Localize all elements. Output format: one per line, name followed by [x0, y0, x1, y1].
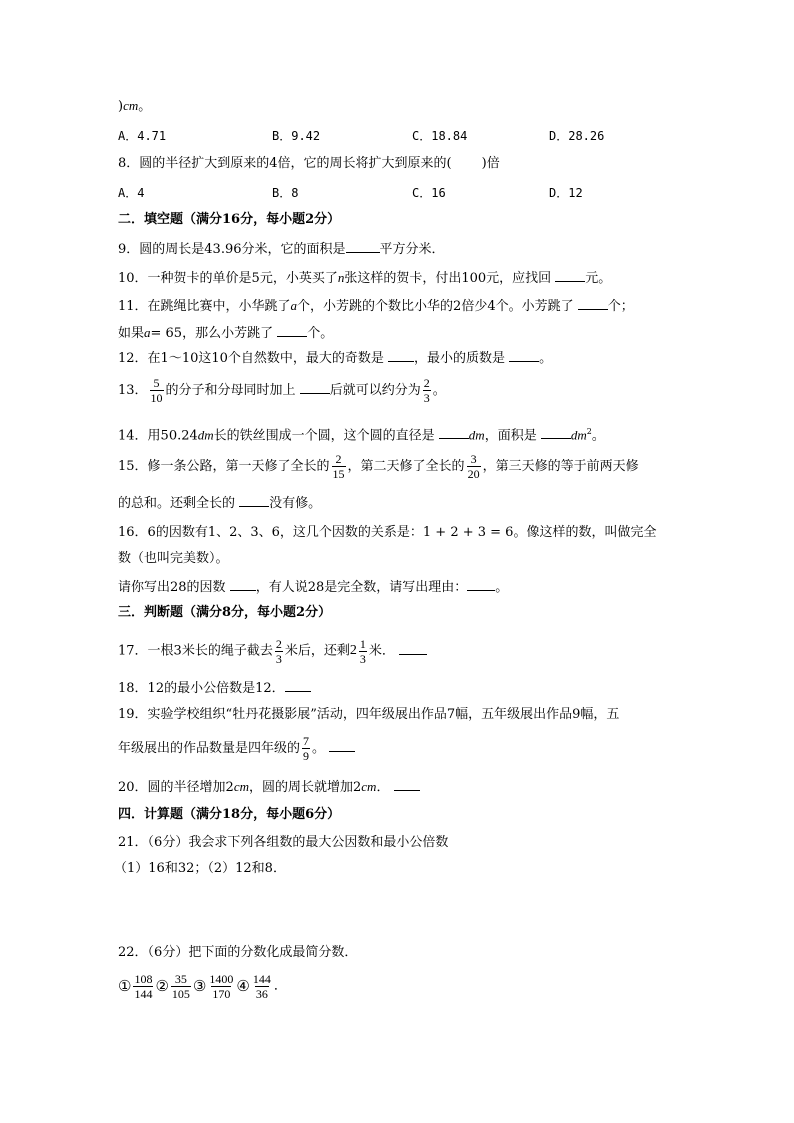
q15-fraction-2: $\frac{3}{20}$ [467, 452, 480, 481]
q12-blank-2[interactable] [509, 349, 539, 362]
q18: 18．12的最小公倍数是12． [118, 679, 311, 698]
q21-line1: 21．（6分）我会求下列各组数的最大公因数和最小公倍数 [118, 835, 449, 850]
q10: 10．一种贺卡的单价是5元，小英买了n张这样的贺卡，付出100元，应找回 元。 [118, 270, 612, 286]
q15-line2: 的总和。还剩全长的 没有修。 [118, 496, 322, 511]
q13-fraction-2: $\frac{2}{3}$ [423, 376, 430, 405]
q14-blank-2[interactable] [541, 426, 571, 439]
q17-mixed-number: 2 $\frac{1}{3}$ [349, 636, 366, 666]
q14-blank-1[interactable] [439, 426, 469, 439]
section-3-heading: 三．判断题（满分8分，每小题2分） [118, 605, 332, 620]
q13-fraction-1: $\frac{5}{10}$ [150, 376, 163, 405]
q15-blank[interactable] [239, 494, 269, 507]
q16-line3: 请你写出28的因数 ，有人说28是完全数，请写出理由： 。 [118, 580, 509, 595]
q17: 17．一根3米长的绳子截去 $\frac{2}{3}$ 米后，还剩 2 $\frac{1}{3}$ 米． [118, 636, 427, 667]
q22-fractions: ① $\frac{108}{144}$ ② $\frac{35}{105}$ ③ $\frac{1400}{170}$ ④ $\frac{144}{36}$ ． [118, 971, 287, 1001]
q11-blank-1[interactable] [578, 297, 608, 310]
q8-option-c[interactable]: C．16 [412, 186, 446, 200]
q8-option-a[interactable]: A．4 [118, 186, 145, 200]
q16-blank-1[interactable] [230, 578, 256, 591]
q18-blank[interactable] [285, 679, 311, 692]
q11-line1: 11．在跳绳比赛中，小华跳了a个，小芳跳的个数比小华的2倍少4个。小芳跳了 个； [118, 298, 634, 314]
q19-blank[interactable] [329, 739, 355, 752]
q22-fraction-4: $\frac{144}{36}$ [252, 971, 271, 1001]
q13-blank[interactable] [300, 381, 330, 394]
q16-line2: 数（也叫完美数）。 [118, 551, 229, 566]
q20: 20．圆的半径增加2cm，圆的周长就增加2cm． [118, 778, 420, 797]
q7-tail: )cm。 [118, 98, 152, 114]
q16-blank-2[interactable] [467, 578, 495, 591]
q8-question: 8．圆的半径扩大到原来的4倍，它的周长将扩大到原来的( )倍 [118, 156, 500, 171]
q11-line2: 如果a= 65，那么小芳跳了 个。 [118, 325, 334, 341]
q19-line2: 年级展出的作品数量是四年级的 $\frac{7}{9}$ 。 [118, 734, 355, 764]
q9-blank[interactable] [346, 240, 380, 253]
q21-line2: （1）16和32；（2）12和8． [114, 861, 286, 876]
q7-option-c[interactable]: C．18.84 [412, 129, 468, 143]
q14: 14．用50.24dm长的铁丝围成一个圆，这个圆的直径是 dm，面积是 $dm^2$。 [118, 427, 605, 444]
q9: 9．圆的周长是43.96分米，它的面积是 平方分米． [118, 242, 445, 257]
q19-fraction: $\frac{7}{9}$ [303, 734, 310, 763]
q17-fraction: $\frac{2}{3}$ [275, 636, 282, 666]
q17-blank[interactable] [399, 642, 427, 655]
q16-line1: 16．6的因数有1、2、3、6，这几个因数的关系是：1 + 2 + 3 = 6。像这样的数，叫做完全 [118, 525, 657, 540]
q22-line1: 22．（6分）把下面的分数化成最简分数． [118, 945, 358, 960]
section-2-heading: 二．填空题（满分16分，每小题2分） [118, 212, 341, 227]
q12-blank-1[interactable] [388, 349, 414, 362]
q22-fraction-1: $\frac{108}{144}$ [134, 971, 153, 1001]
q15-line1: 15．修一条公路，第一天修了全长的 $\frac{2}{15}$ ，第二天修了全长的 $\frac{3}{20}$ ，第三天修的等于前两天修 [118, 452, 639, 481]
q8-option-d[interactable]: D．12 [549, 186, 583, 200]
q20-blank[interactable] [394, 778, 420, 791]
q7-option-b[interactable]: B．9.42 [272, 129, 321, 143]
q7-option-a[interactable]: A．4.71 [118, 129, 167, 143]
q10-blank[interactable] [555, 269, 585, 282]
q22-fraction-3: $\frac{1400}{170}$ [209, 971, 234, 1001]
section-4-heading: 四．计算题（满分18分，每小题6分） [118, 807, 341, 822]
q15-fraction-1: $\frac{2}{15}$ [332, 452, 345, 481]
q11-blank-2[interactable] [277, 324, 307, 337]
q8-option-b[interactable]: B．8 [272, 186, 299, 200]
q13: 13． $\frac{5}{10}$ 的分子和分母同时加上 后就可以约分为 $\frac{2}{3}$ 。 [118, 376, 446, 405]
q7-option-d[interactable]: D．28.26 [549, 129, 605, 143]
q12: 12．在1～10这10个自然数中，最大的奇数是 ，最小的质数是 。 [118, 351, 553, 366]
q22-fraction-2: $\frac{35}{105}$ [171, 971, 190, 1001]
q19-line1: 19．实验学校组织“牡丹花摄影展”活动，四年级展出作品7幅，五年级展出作品9幅，五 [118, 707, 620, 722]
